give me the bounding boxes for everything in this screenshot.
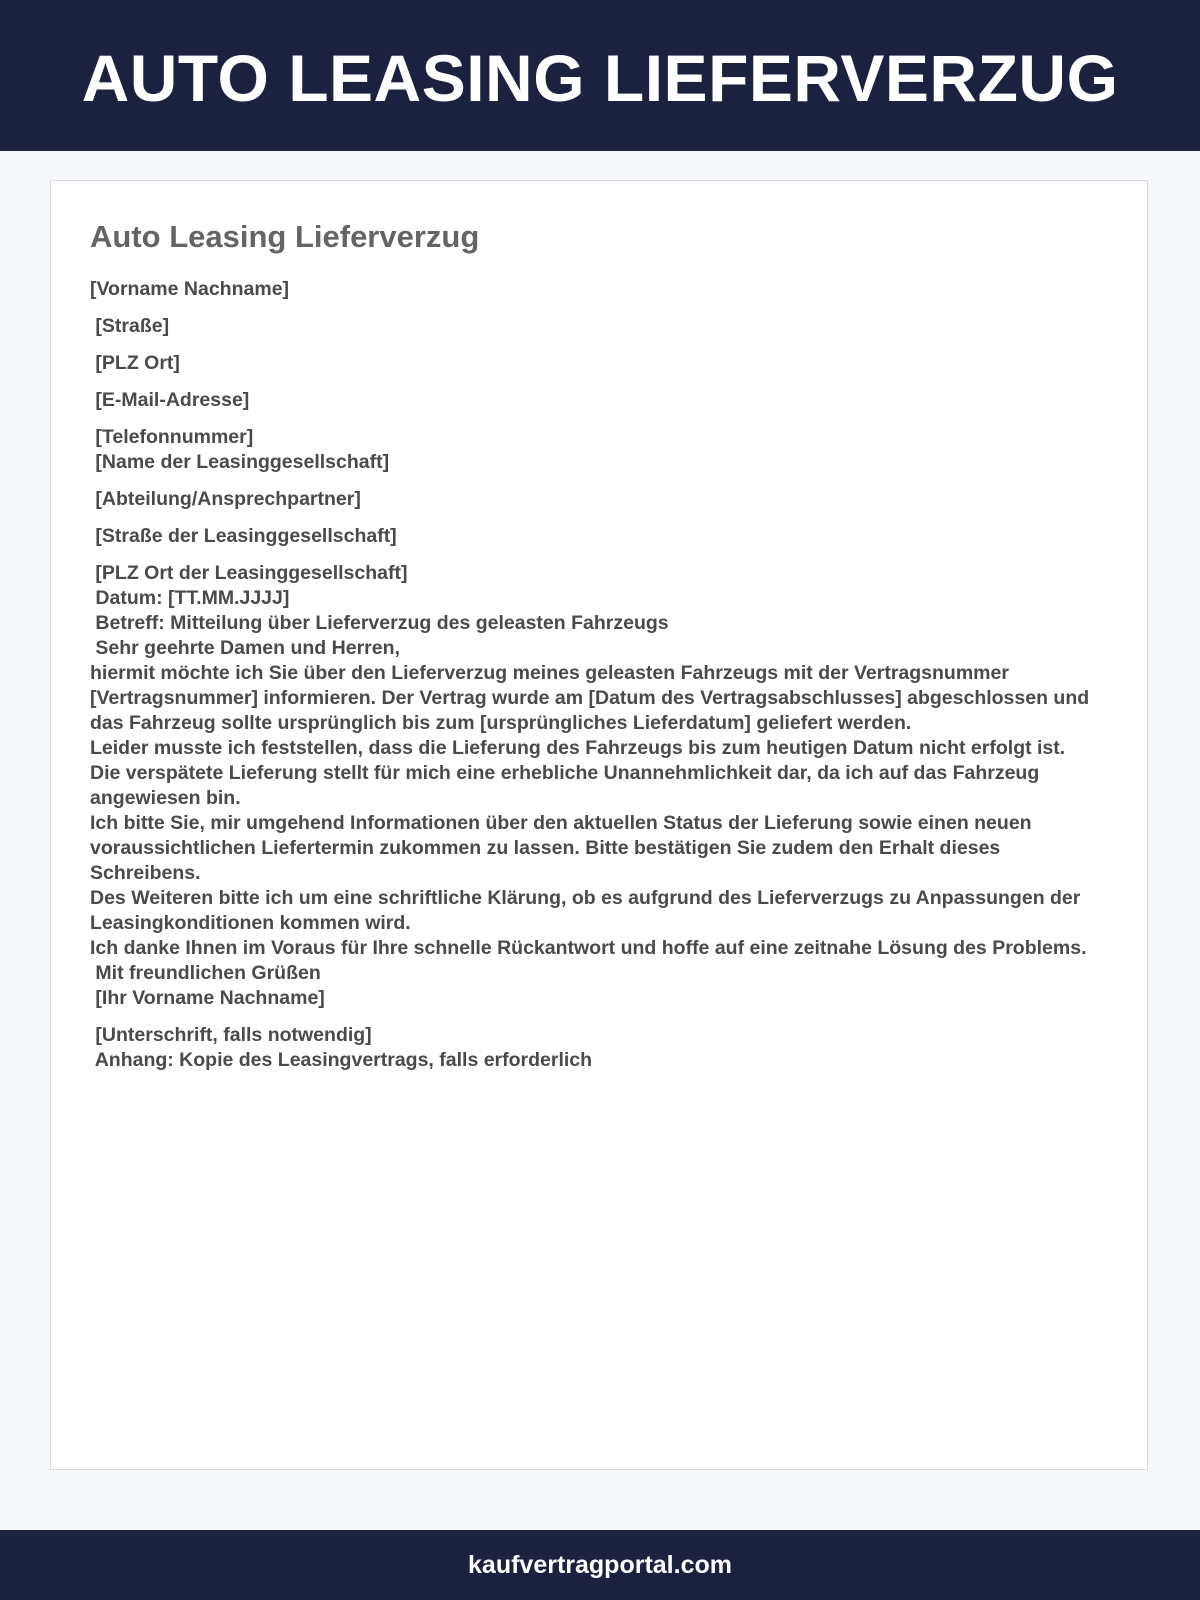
sender-phone: [Telefonnummer] bbox=[90, 426, 254, 448]
letter-body bbox=[90, 277, 1100, 1073]
letter-paragraph: Leider musste ich feststellen, dass die Lieferung des Fahrzeugs bis zum heutigen Datum nicht erfolgt ist. Die verspätete Lieferung stellt für mich eine erhebliche Unannehmlichkeit dar, da ich auf das Fahrzeug angewiesen bin. bbox=[90, 737, 1066, 809]
sender-name: [Vorname Nachname] bbox=[90, 278, 290, 300]
letter-paragraph: Des Weiteren bitte ich um eine schriftliche Klärung, ob es aufgrund des Lieferverzugs zu Anpassungen der Leasingkonditionen kommen wird. bbox=[90, 887, 1081, 934]
recipient-department: [Abteilung/Ansprechpartner] bbox=[90, 488, 361, 510]
header-banner bbox=[0, 0, 1200, 151]
attachment-note: Anhang: Kopie des Leasingvertrags, falls erforderlich bbox=[90, 1049, 593, 1071]
letter-paragraph: Ich danke Ihnen im Voraus für Ihre schnelle Rückantwort und hoffe auf eine zeitnahe Lösung des Problems. bbox=[90, 937, 1087, 959]
recipient-street: [Straße der Leasinggesellschaft] bbox=[90, 525, 397, 547]
signature-line: [Unterschrift, falls notwendig] bbox=[90, 1024, 372, 1046]
letter-date: Datum: [TT.MM.JJJJ] bbox=[90, 587, 290, 609]
signature-name: [Ihr Vorname Nachname] bbox=[90, 987, 325, 1009]
footer-site: kaufvertragportal.com bbox=[468, 1550, 732, 1579]
footer-bar bbox=[0, 1530, 1200, 1600]
sender-city: [PLZ Ort] bbox=[90, 352, 180, 374]
sender-email: [E-Mail-Adresse] bbox=[90, 389, 250, 411]
letter-paragraph: hiermit möchte ich Sie über den Lieferverzug meines geleasten Fahrzeugs mit der Vertragsnummer [Vertragsnummer] informieren. Der Vertrag wurde am [Datum des Vertragsabschlusses] abgeschlossen und das Fahrzeug sollte ursprünglich bis zum [ursprüngliches Lieferdatum] geliefert werden. bbox=[90, 662, 1090, 734]
letter-subject: Betreff: Mitteilung über Lieferverzug des geleasten Fahrzeugs bbox=[90, 612, 669, 634]
recipient-city: [PLZ Ort der Leasinggesellschaft] bbox=[90, 562, 408, 584]
recipient-company: [Name der Leasinggesellschaft] bbox=[90, 451, 390, 473]
sender-street: [Straße] bbox=[90, 315, 170, 337]
letter-closing: Mit freundlichen Grüßen bbox=[90, 962, 321, 984]
document-card bbox=[50, 180, 1148, 1470]
letter-salutation: Sehr geehrte Damen und Herren, bbox=[90, 637, 400, 659]
letter-paragraph: Ich bitte Sie, mir umgehend Informationen über den aktuellen Status der Lieferung sowie einen neuen voraussichtlichen Liefertermin zukommen zu lassen. Bitte bestätigen Sie zudem den Erhalt dieses Schreibens. bbox=[90, 812, 1032, 884]
document-title: Auto Leasing Lieferverzug bbox=[90, 219, 480, 254]
banner-title: AUTO LEASING LIEFERVERZUG bbox=[81, 40, 1119, 115]
